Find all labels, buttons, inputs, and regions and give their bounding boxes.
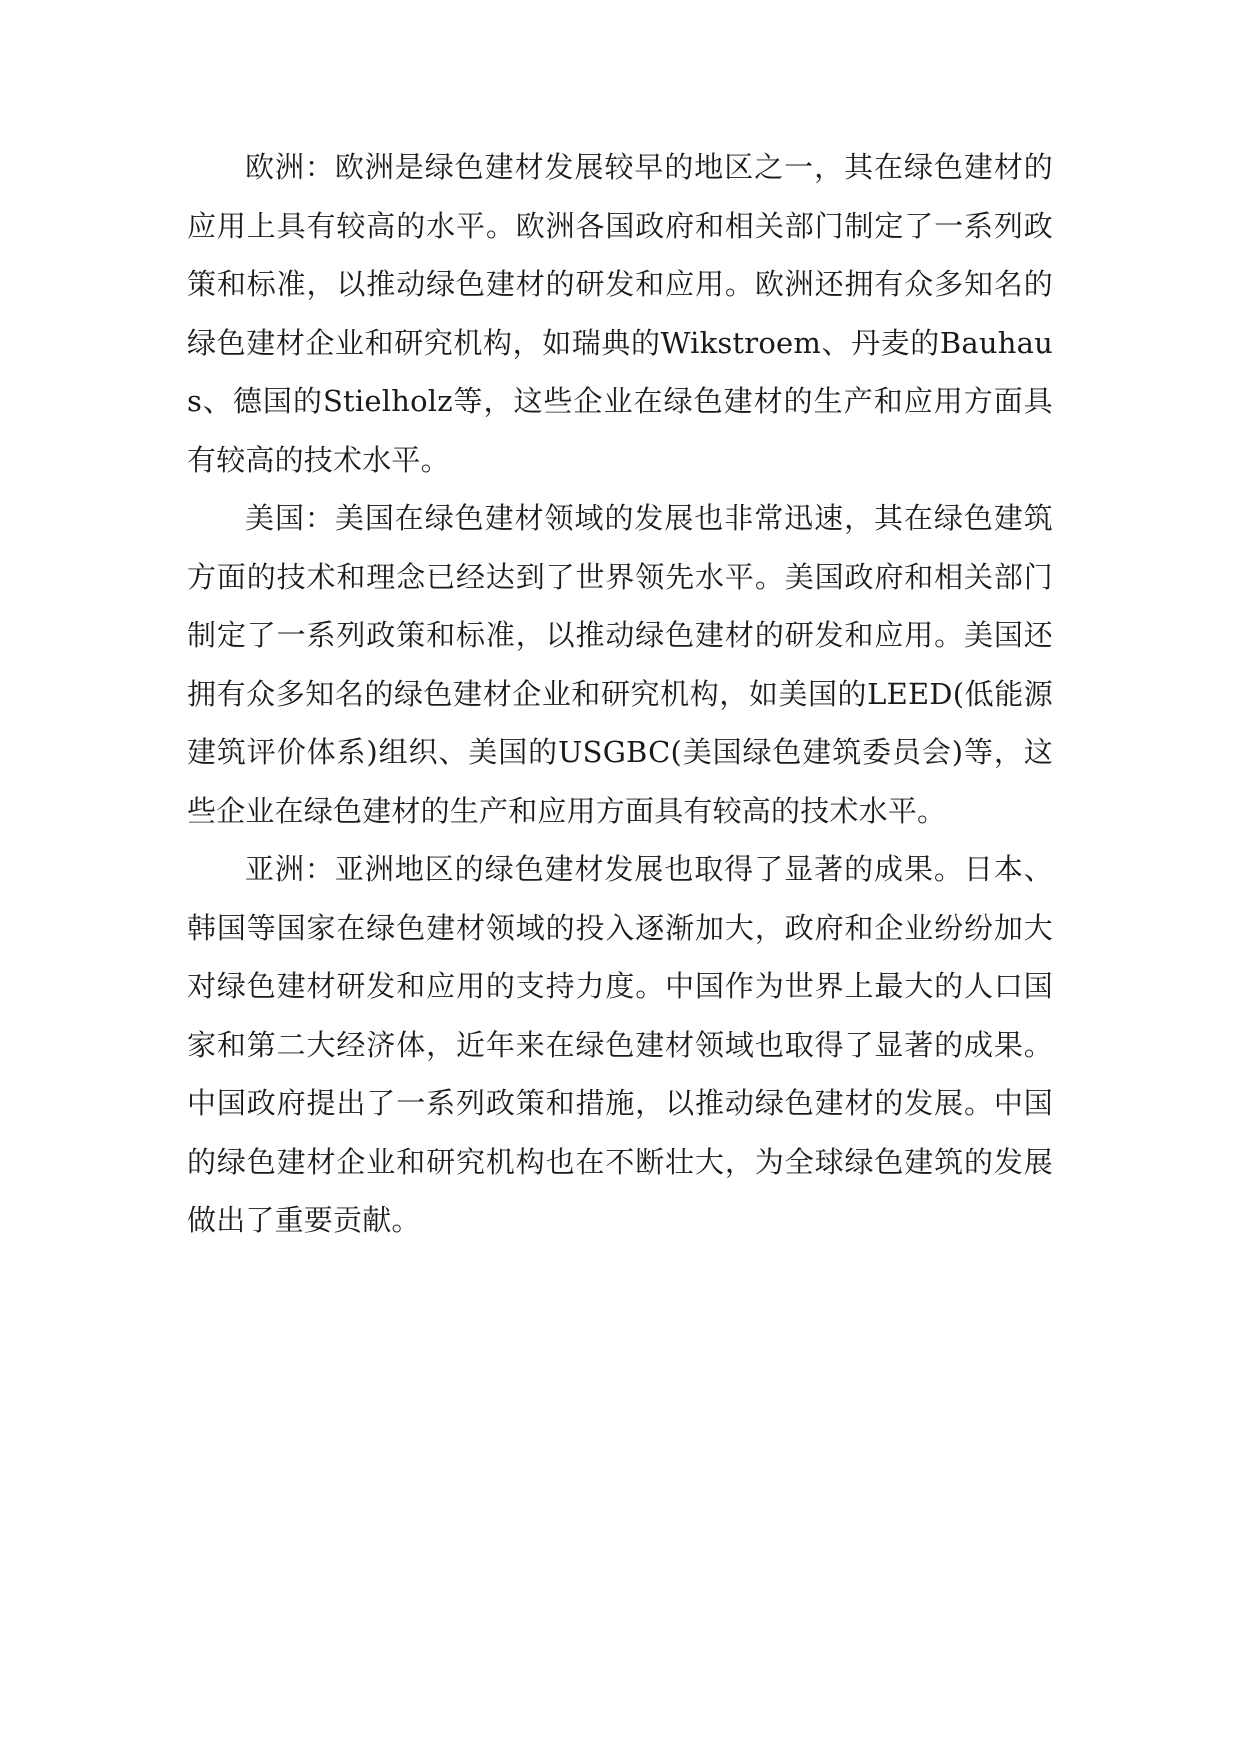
paragraph-usa: 美国：美国在绿色建材领域的发展也非常迅速，其在绿色建筑方面的技术和理念已经达到了世界领先水平。美国政府和相关部门制定了一系列政策和标准，以推动绿色建材的研发和应用。美国还拥有众多知名的绿色建材企业和研究机构，如美国的LEED(低能源建筑评价体系)组织、美国的USGBC(美国绿色建筑委员会)等，这些企业在绿色建材的生产和应用方面具有较高的技术水平。: [187, 501, 1053, 828]
paragraph-asia: 亚洲：亚洲地区的绿色建材发展也取得了显著的成果。日本、韩国等国家在绿色建材领域的投入逐渐加大，政府和企业纷纷加大对绿色建材研发和应用的支持力度。中国作为世界上最大的人口国家和第二大经济体，近年来在绿色建材领域也取得了显著的成果。中国政府提出了一系列政策和措施，以推动绿色建材的发展。中国的绿色建材企业和研究机构也在不断壮大，为全球绿色建筑的发展做出了重要贡献。: [187, 852, 1053, 1237]
paragraph-europe: 欧洲：欧洲是绿色建材发展较早的地区之一，其在绿色建材的应用上具有较高的水平。欧洲各国政府和相关部门制定了一系列政策和标准，以推动绿色建材的研发和应用。欧洲还拥有众多知名的绿色建材企业和研究机构，如瑞典的Wikstroem、丹麦的Bauhaus、德国的Stielholz等，这些企业在绿色建材的生产和应用方面具有较高的技术水平。: [187, 150, 1053, 477]
document-body: [187, 138, 1053, 1250]
